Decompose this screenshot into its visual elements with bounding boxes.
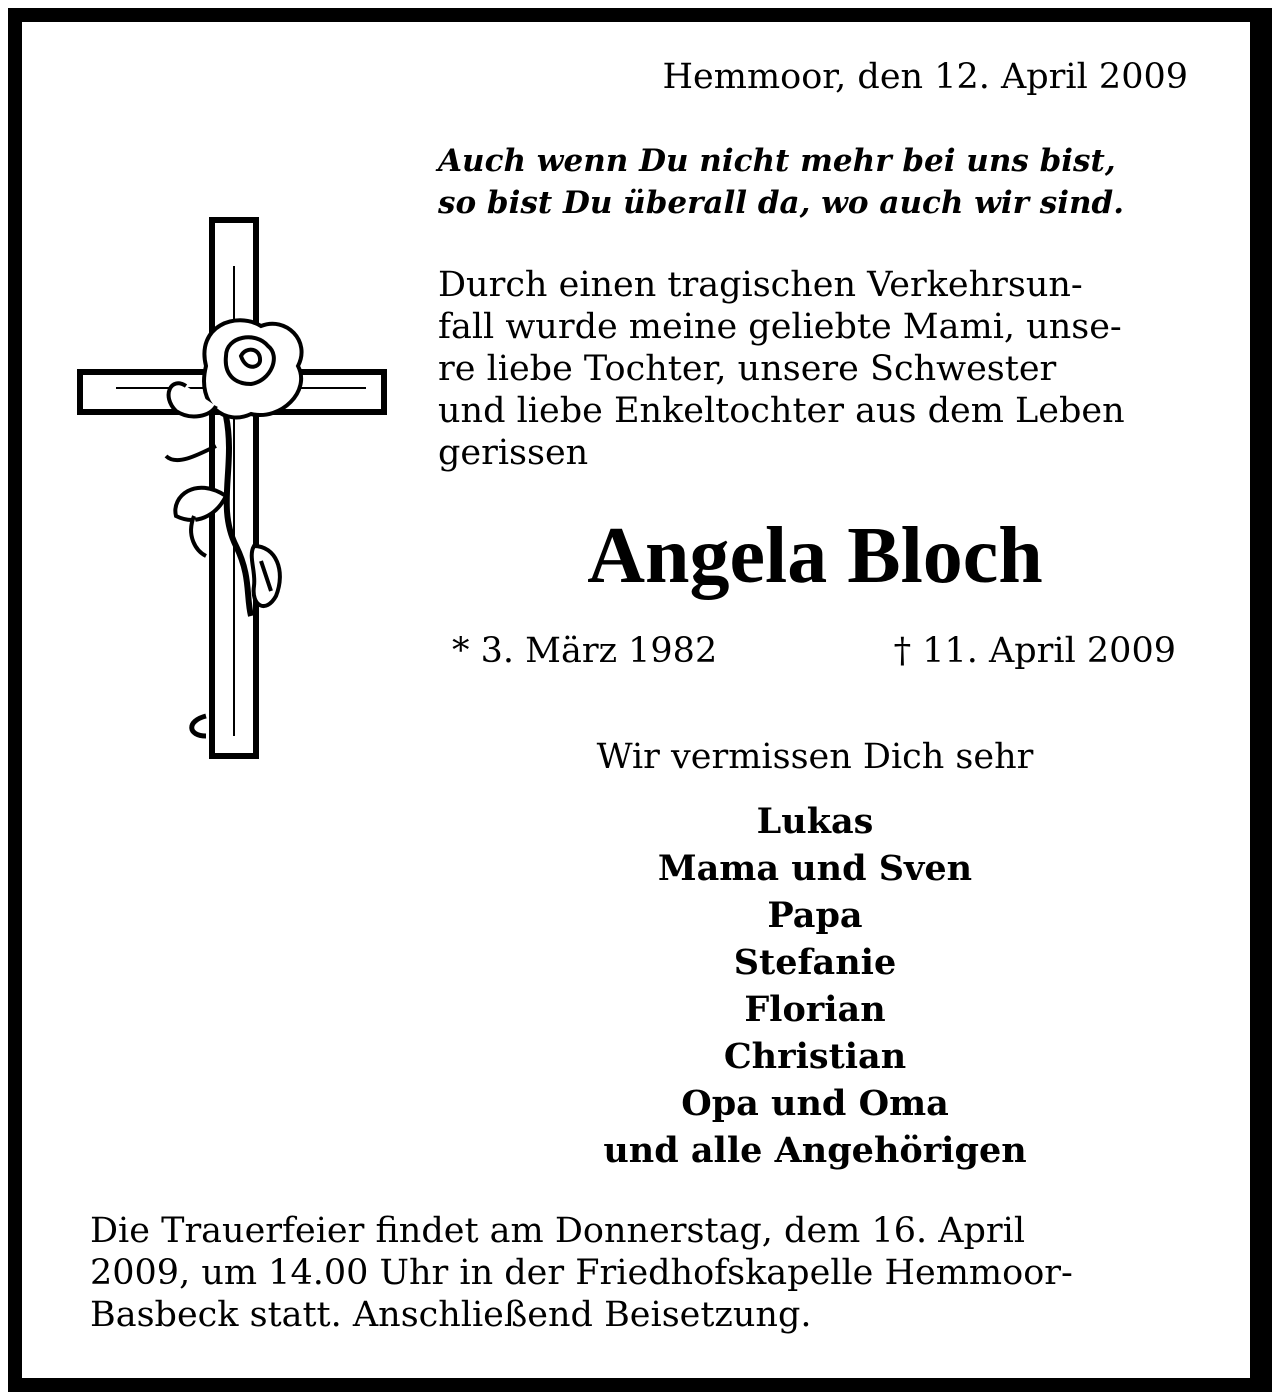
announcement-line: re liebe Tochter, unsere Schwester xyxy=(438,349,1057,389)
funeral-line: 2009, um 14.00 Uhr in der Friedhofskapelle Hemmoor- xyxy=(90,1253,1073,1293)
signer-name: Florian xyxy=(744,989,886,1030)
funeral-line: Die Trauerfeier findet am Donnerstag, dem 16. April xyxy=(90,1211,1026,1251)
cross-with-rose-icon xyxy=(76,216,392,767)
motto-line-1: Auch wenn Du nicht mehr bei uns bist, xyxy=(438,143,1116,179)
funeral-line: Basbeck statt. Anschließend Beisetzung. xyxy=(90,1295,812,1335)
signer-name: und alle Angehörigen xyxy=(603,1130,1027,1171)
announcement-line: gerissen xyxy=(438,433,589,473)
signer-name: Lukas xyxy=(756,801,874,842)
announcement-text xyxy=(438,264,1188,474)
signers-list xyxy=(420,798,1210,1174)
deceased-name: Angela Bloch xyxy=(587,512,1043,600)
place-date: Hemmoor, den 12. April 2009 xyxy=(662,57,1188,97)
announcement-line: fall wurde meine geliebte Mami, unse- xyxy=(438,307,1122,347)
birth-date: * 3. März 1982 xyxy=(452,631,718,671)
announcement-line: Durch einen tragischen Verkehrsun- xyxy=(438,265,1083,305)
motto-line-2: so bist Du überall da, wo auch wir sind. xyxy=(438,185,1125,221)
death-date: † 11. April 2009 xyxy=(893,631,1176,671)
signer-name: Stefanie xyxy=(733,942,897,983)
signer-name: Mama und Sven xyxy=(657,848,973,889)
announcement-line: und liebe Enkeltochter aus dem Leben xyxy=(438,391,1125,431)
signer-name: Christian xyxy=(723,1036,907,1077)
signer-name: Papa xyxy=(767,895,863,936)
motto xyxy=(438,140,1198,224)
farewell-text: Wir vermissen Dich sehr xyxy=(596,737,1034,777)
funeral-notice xyxy=(90,1210,1188,1336)
signer-name: Opa und Oma xyxy=(681,1083,949,1124)
